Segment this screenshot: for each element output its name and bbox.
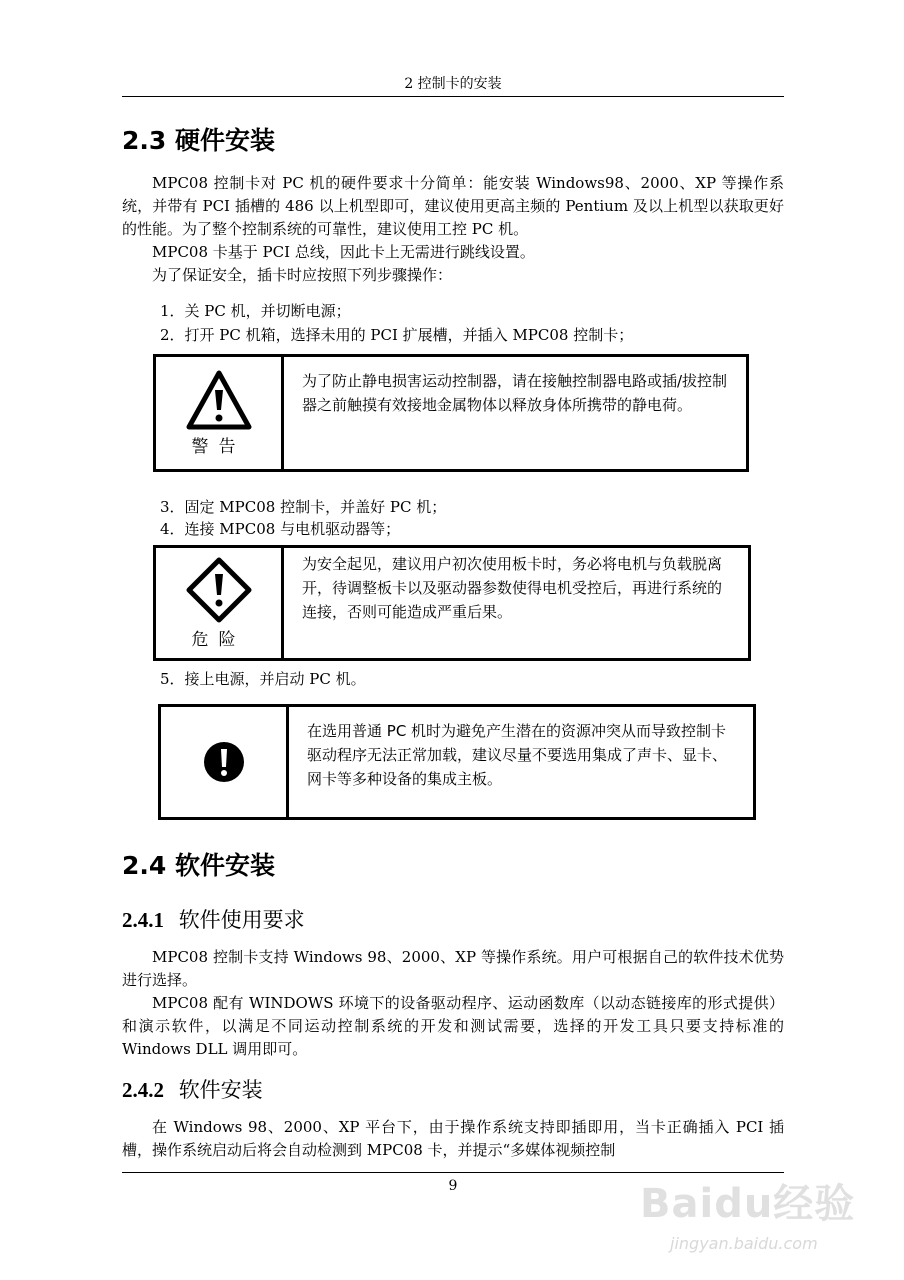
danger-notice <box>153 545 751 661</box>
subsection-number: 2.4.1 <box>122 908 164 932</box>
paragraph: MPC08 控制卡支持 Windows 98、2000、XP 等操作系统。用户可根据自己的软件技术优势进行选择。 <box>122 948 784 989</box>
danger-label: 危险 <box>191 629 246 650</box>
danger-icon-cell <box>156 548 284 658</box>
section-2-3-heading: 2.3 硬件安装 <box>122 126 275 155</box>
baidu-watermark <box>640 1172 890 1272</box>
paragraph: 为了保证安全，插卡时应按照下列步骤操作： <box>152 266 453 284</box>
step-5: 5．接上电源，并启动 PC 机。 <box>160 670 366 688</box>
paragraph: 在 Windows 98、2000、XP 平台下，由于操作系统支持即插即用，当卡正确插入 PCI 插槽，操作系统启动后将会自动检测到 MPC08 卡，并提示“多媒体视频控制 <box>122 1118 784 1159</box>
paragraph: MPC08 卡基于 PCI 总线，因此卡上无需进行跳线设置。 <box>152 243 535 261</box>
section-2-4-heading: 2.4 软件安装 <box>122 851 275 880</box>
exclamation-circle-icon <box>202 740 246 784</box>
subsection-title: 软件安装 <box>178 1078 263 1102</box>
subsection-2-4-2-heading <box>122 1076 263 1104</box>
watermark-logo: Baidu经验 <box>640 1181 856 1227</box>
subsection-number: 2.4.2 <box>122 1078 164 1102</box>
paragraph: MPC08 控制卡对 PC 机的硬件要求十分简单：能安装 Windows98、2000、XP 等操作系统，并带有 PCI 插槽的 486 以上机型即可，建议使用更高主频的 Pentium 及以上机型以获取更好的性能。为了整个控制系统的可靠性，建议使用工控 PC 机。 <box>122 174 784 238</box>
section-2-3-body <box>122 172 784 287</box>
paragraph: MPC08 配有 WINDOWS 环境下的设备驱动程序、运动函数库（以动态链接库的形式提供）和演示软件，以满足不同运动控制系统的开发和测试需要，选择的开发工具只要支持标准的 Windows DLL 调用即可。 <box>122 994 784 1058</box>
warning-notice <box>153 354 749 472</box>
watermark-url: jingyan.baidu.com <box>670 1234 818 1253</box>
subsection-2-4-1-body <box>122 946 784 1061</box>
step-1: 1．关 PC 机，并切断电源； <box>160 302 351 320</box>
subsection-title: 软件使用要求 <box>178 908 305 932</box>
caution-notice <box>158 704 756 820</box>
warning-label: 警告 <box>191 436 246 457</box>
warning-icon-cell <box>156 357 284 469</box>
step-3: 3．固定 MPC08 控制卡，并盖好 PC 机； <box>160 498 447 516</box>
danger-text: 为安全起见，建议用户初次使用板卡时，务必将电机与负载脱离开，待调整板卡以及驱动器参数使得电机受控后，再进行系统的连接，否则可能造成严重后果。 <box>302 555 723 621</box>
caution-icon-cell <box>161 707 289 817</box>
step-4: 4．连接 MPC08 与电机驱动器等； <box>160 520 401 538</box>
caution-text: 在选用普通 PC 机时为避免产生潜在的资源冲突从而导致控制卡驱动程序无法正常加载，建议尽量不要选用集成了声卡、显卡、网卡等多种设备的集成主板。 <box>307 722 728 788</box>
page-number: 9 <box>448 1178 458 1194</box>
running-header: 2 控制卡的安装 <box>404 76 502 92</box>
subsection-2-4-2-body <box>122 1116 784 1162</box>
header-rule <box>122 96 784 97</box>
warning-text: 为了防止静电损害运动控制器，请在接触控制器电路或插/拔控制器之前触摸有效接地金属物体以释放身体所携带的静电荷。 <box>302 372 728 414</box>
danger-diamond-icon <box>186 557 252 623</box>
warning-triangle-icon <box>186 370 252 430</box>
subsection-2-4-1-heading <box>122 906 305 934</box>
step-2: 2．打开 PC 机箱，选择未用的 PCI 扩展槽，并插入 MPC08 控制卡； <box>160 326 634 344</box>
